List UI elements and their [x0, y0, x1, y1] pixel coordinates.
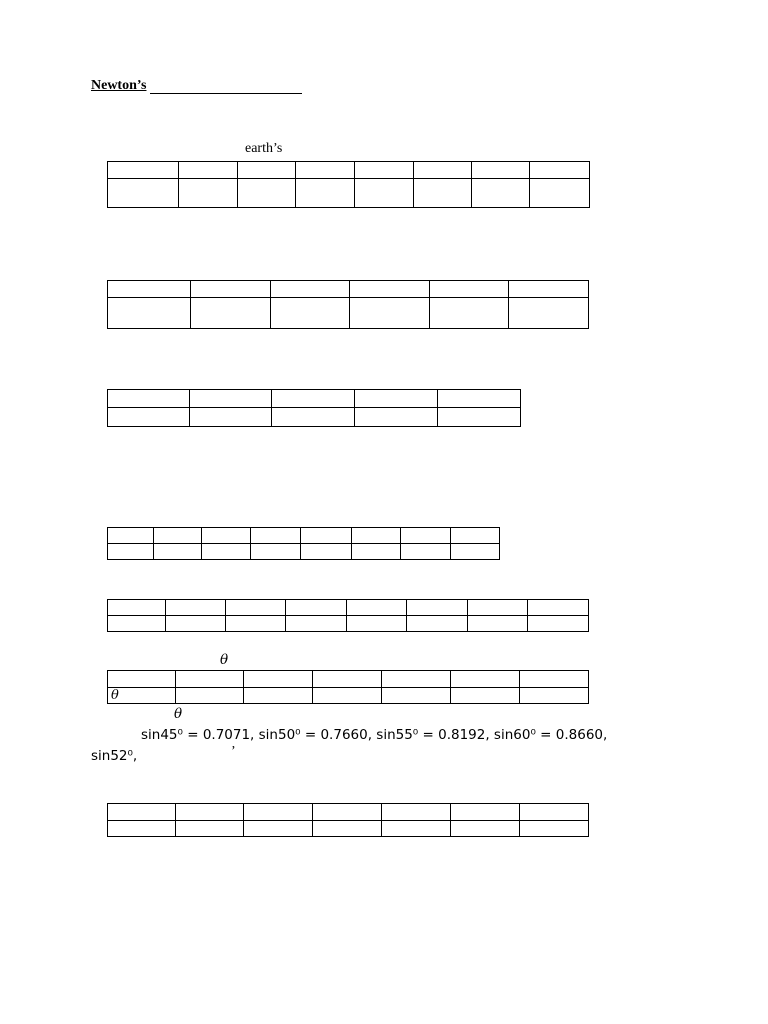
- table-cell: [176, 671, 244, 688]
- table-cell: [108, 528, 154, 544]
- table-cell: [313, 804, 382, 821]
- data-table-7: [107, 803, 589, 837]
- table-cell: [520, 671, 589, 688]
- table-cell: [176, 804, 244, 821]
- table-cell: [301, 544, 352, 560]
- theta-symbol: [174, 705, 182, 723]
- table-cell: [271, 298, 350, 329]
- table-cell: [468, 600, 528, 616]
- data-table-2: [107, 280, 589, 329]
- table-cell: [438, 390, 521, 408]
- table-cell: [382, 671, 451, 688]
- table-cell: [154, 528, 202, 544]
- heading-underline: [150, 93, 302, 94]
- table-cell: [451, 688, 520, 704]
- table-cell: [520, 821, 589, 837]
- table-cell: [520, 804, 589, 821]
- table-cell: [430, 298, 509, 329]
- table-cell: [468, 616, 528, 632]
- table-cell: [176, 688, 244, 704]
- table-cell: [271, 281, 350, 298]
- table-cell: [530, 162, 590, 179]
- table-cell: [179, 162, 238, 179]
- sine-values-line-2: sin52⁰,: [91, 748, 138, 764]
- table-cell: [108, 179, 179, 208]
- table-cell: [355, 390, 438, 408]
- table-cell: [190, 408, 272, 427]
- table-cell: [451, 671, 520, 688]
- data-table-1: [107, 161, 590, 208]
- table-cell: [226, 600, 286, 616]
- table-cell: [355, 179, 414, 208]
- table-cell: [244, 671, 313, 688]
- table-cell: [414, 162, 472, 179]
- table-cell: [382, 804, 451, 821]
- table-cell: [472, 179, 530, 208]
- table-cell: [244, 804, 313, 821]
- theta-text: θ: [174, 706, 183, 722]
- table-cell: [414, 179, 472, 208]
- theta-text: θ: [220, 652, 229, 668]
- table-cell: [350, 298, 430, 329]
- table-cell: [472, 162, 530, 179]
- table-cell: [347, 600, 407, 616]
- table-cell: [438, 408, 521, 427]
- table-cell: [451, 804, 520, 821]
- table-cell: [108, 821, 176, 837]
- table-cell: [108, 616, 166, 632]
- table-cell: [272, 408, 355, 427]
- table-cell: [238, 162, 296, 179]
- table-cell: [352, 528, 401, 544]
- table-cell: [166, 616, 226, 632]
- table-cell: [352, 544, 401, 560]
- theta-symbol: [220, 651, 228, 669]
- table-cell: [190, 390, 272, 408]
- table-cell: [347, 616, 407, 632]
- table-cell: θ: [108, 688, 176, 704]
- table-cell: [382, 688, 451, 704]
- table-cell: [166, 600, 226, 616]
- table-cell: [286, 600, 347, 616]
- table-cell: [226, 616, 286, 632]
- table-cell: [528, 616, 589, 632]
- table-cell: [355, 162, 414, 179]
- table-cell: [313, 688, 382, 704]
- page-heading: Newton’s: [91, 78, 147, 93]
- table-cell: [301, 528, 352, 544]
- table-cell: [509, 298, 589, 329]
- table-cell: [528, 600, 589, 616]
- table-cell: [401, 544, 451, 560]
- table-cell: [176, 821, 244, 837]
- table-cell: [451, 821, 520, 837]
- table-cell: [244, 821, 313, 837]
- table-cell: [108, 408, 190, 427]
- table-cell: [296, 162, 355, 179]
- table-cell: [108, 544, 154, 560]
- table-cell: [451, 544, 500, 560]
- table-cell: [382, 821, 451, 837]
- table-cell: [108, 162, 179, 179]
- table-cell: [272, 390, 355, 408]
- table-cell: [251, 544, 301, 560]
- stray-apostrophe: ’: [231, 744, 236, 759]
- table-cell: [520, 688, 589, 704]
- table-cell: [108, 671, 176, 688]
- table-cell: [191, 298, 271, 329]
- table-cell: [407, 600, 468, 616]
- table-cell: [108, 281, 191, 298]
- table-cell: [154, 544, 202, 560]
- table-cell: [407, 616, 468, 632]
- table-cell: [202, 528, 251, 544]
- data-table-4: [107, 527, 500, 560]
- table-cell: [251, 528, 301, 544]
- table-cell: [179, 179, 238, 208]
- table-cell: [509, 281, 589, 298]
- table-cell: [355, 408, 438, 427]
- table-cell: [530, 179, 590, 208]
- table-cell: [286, 616, 347, 632]
- sine-values-line: sin45⁰ = 0.7071, sin50⁰ = 0.7660, sin55⁰ = 0.8192, sin60⁰ = 0.8660,: [141, 727, 608, 743]
- table-cell: [430, 281, 509, 298]
- table-cell: [313, 821, 382, 837]
- table-cell: [108, 390, 190, 408]
- table-cell: [451, 528, 500, 544]
- table-cell: [313, 671, 382, 688]
- table-cell: [238, 179, 296, 208]
- table-cell: [296, 179, 355, 208]
- table-cell: [108, 600, 166, 616]
- table-cell: [244, 688, 313, 704]
- table-cell: [401, 528, 451, 544]
- data-table-3: [107, 389, 521, 427]
- table-cell: [191, 281, 271, 298]
- table-cell: [108, 804, 176, 821]
- table-cell: [108, 298, 191, 329]
- table-cell: [350, 281, 430, 298]
- table-cell: [202, 544, 251, 560]
- table1-label: earth’s: [245, 141, 283, 156]
- data-table-5: [107, 599, 589, 632]
- data-table-6: [107, 670, 589, 704]
